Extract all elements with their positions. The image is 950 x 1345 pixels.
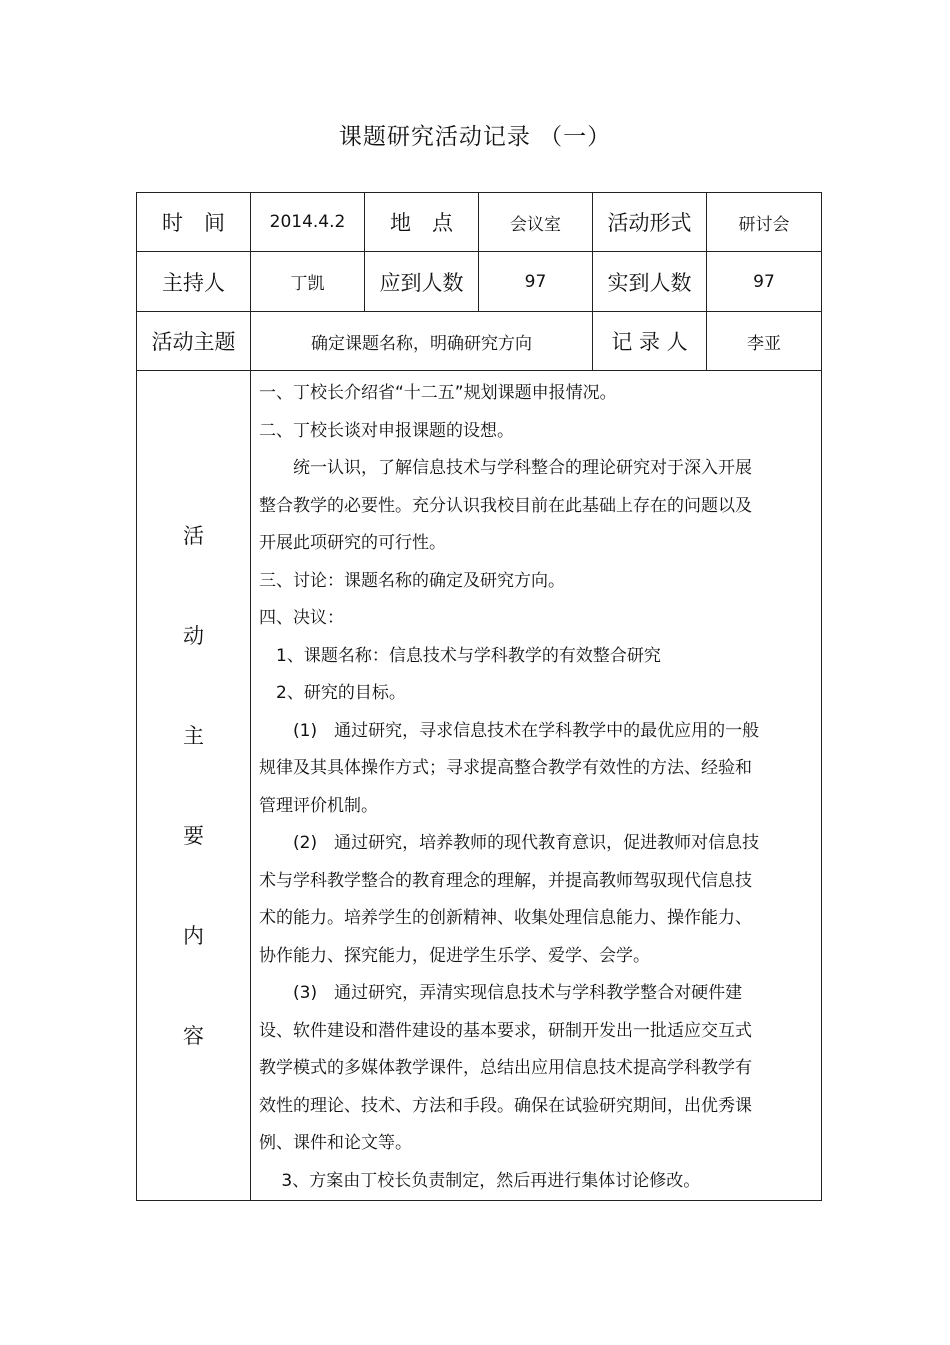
host-value: 丁凯 xyxy=(251,252,365,312)
content-line: 管理评价机制。 xyxy=(259,795,378,816)
content-line: 设、软件建设和潜件建设的基本要求，研制开发出一批适应交互式 xyxy=(259,1020,752,1041)
recorder-value: 李亚 xyxy=(707,312,822,371)
content-line: 教学模式的多媒体教学课件，总结出应用信息技术提高学科教学有 xyxy=(259,1058,752,1078)
place-value: 会议室 xyxy=(479,193,593,252)
topic-value: 确定课题名称，明确研究方向 xyxy=(251,312,593,371)
form-value: 研讨会 xyxy=(707,193,822,252)
actual-count-value: 97 xyxy=(707,252,822,312)
content-line: 一、丁校长介绍省“十二五”规划课题申报情况。 xyxy=(259,383,617,403)
side-label-char: 动 xyxy=(183,623,204,648)
content-line: (3) 通过研究，弄清实现信息技术与学科教学整合对硬件建 xyxy=(259,983,743,1003)
form-label: 活动形式 xyxy=(593,193,707,252)
time-label: 时 间 xyxy=(137,193,251,252)
activity-record-table xyxy=(136,192,822,1201)
topic-label: 活动主题 xyxy=(137,312,251,371)
content-line: 二、丁校长谈对申报课题的设想。 xyxy=(259,420,514,441)
content-line: 四、决议： xyxy=(259,608,344,628)
side-label-char: 活 xyxy=(183,523,204,548)
side-label-char: 容 xyxy=(183,1023,204,1048)
expected-count-label: 应到人数 xyxy=(365,252,479,312)
side-label-char: 主 xyxy=(183,723,204,748)
main-content-label xyxy=(137,371,251,1201)
time-value: 2014.4.2 xyxy=(251,193,365,252)
content-line: 1、课题名称：信息技术与学科教学的有效整合研究 xyxy=(259,645,661,666)
expected-count-value: 97 xyxy=(479,252,593,312)
content-line: 三、讨论：课题名称的确定及研究方向。 xyxy=(259,570,565,591)
actual-count-label: 实到人数 xyxy=(593,252,707,312)
table-row xyxy=(137,312,822,371)
content-line: 效性的理论、技术、方法和手段。确保在试验研究期间，出优秀课 xyxy=(259,1095,752,1116)
side-label-char: 要 xyxy=(183,823,204,848)
content-line: (2) 通过研究，培养教师的现代教育意识，促进教师对信息技 xyxy=(259,833,760,853)
table-row xyxy=(137,193,822,252)
content-line: 协作能力、探究能力，促进学生乐学、爱学、会学。 xyxy=(259,945,650,966)
content-line: 统一认识，了解信息技术与学科整合的理论研究对于深入开展 xyxy=(259,458,752,478)
content-line: 规律及其具体操作方式；寻求提高整合教学有效性的方法、经验和 xyxy=(259,758,752,778)
table-row xyxy=(137,252,822,312)
content-line: 术的能力。培养学生的创新精神、收集处理信息能力、操作能力、 xyxy=(259,908,752,928)
main-content-body xyxy=(251,371,822,1201)
place-label: 地 点 xyxy=(365,193,479,252)
page-title: 课题研究活动记录 （一） xyxy=(338,124,612,150)
side-label-char: 内 xyxy=(183,923,204,948)
content-line: 开展此项研究的可行性。 xyxy=(259,533,446,553)
content-line: 3、方案由丁校长负责制定，然后再进行集体讨论修改。 xyxy=(259,1170,701,1191)
content-line: (1) 通过研究，寻求信息技术在学科教学中的最优应用的一般 xyxy=(259,720,760,741)
host-label: 主持人 xyxy=(137,252,251,312)
content-line: 例、课件和论文等。 xyxy=(259,1133,412,1153)
recorder-label: 记 录 人 xyxy=(593,312,707,371)
table-row xyxy=(137,371,822,1201)
content-line: 术与学科教学整合的教育理念的理解，并提高教师驾驭现代信息技 xyxy=(259,870,752,891)
content-line: 整合教学的必要性。充分认识我校目前在此基础上存在的问题以及 xyxy=(259,495,752,516)
content-line: 2、研究的目标。 xyxy=(259,683,406,703)
